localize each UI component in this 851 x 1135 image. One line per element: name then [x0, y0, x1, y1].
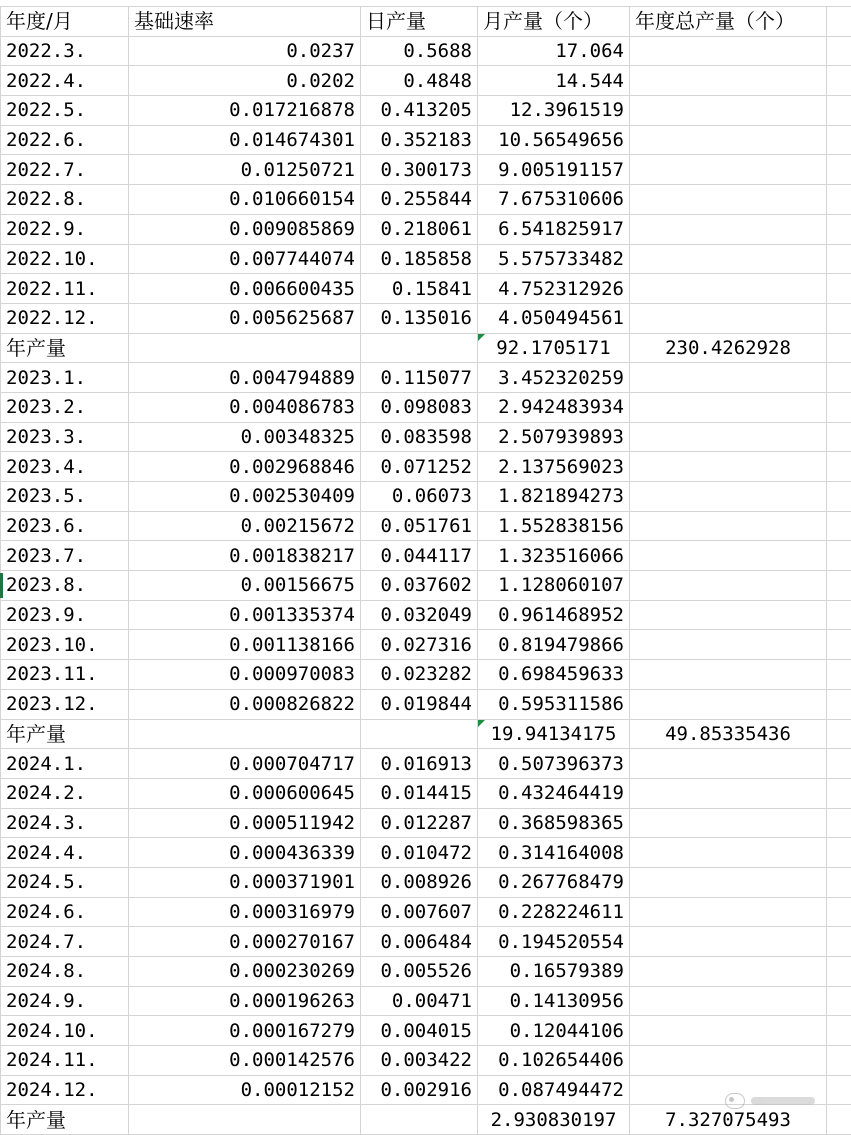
empty-cell[interactable] [630, 36, 827, 66]
empty-cell[interactable] [827, 36, 851, 66]
cell-year-total[interactable]: 49.85335436 [630, 719, 827, 749]
cell-monthly-output[interactable]: 0.595311586 [478, 689, 630, 719]
empty-cell[interactable] [630, 600, 827, 630]
cell-base-rate[interactable]: 0.002968846 [129, 452, 361, 482]
empty-cell[interactable] [630, 749, 827, 779]
cell-monthly-output[interactable]: 0.314164008 [478, 838, 630, 868]
empty-cell[interactable] [129, 719, 361, 749]
cell-daily-output[interactable]: 0.008926 [361, 867, 478, 897]
month-row [1, 808, 851, 838]
cell-base-rate[interactable]: 0.01250721 [129, 155, 361, 185]
empty-cell[interactable] [630, 986, 827, 1016]
cell-year-month[interactable]: 2023.9. [1, 600, 129, 630]
cell-monthly-output[interactable]: 9.005191157 [478, 155, 630, 185]
cell-year-month[interactable]: 2024.12. [1, 1075, 129, 1105]
month-row [1, 600, 851, 630]
empty-cell[interactable] [827, 808, 851, 838]
cell-base-rate[interactable]: 0.002530409 [129, 482, 361, 512]
cell-year-month[interactable]: 2023.12. [1, 689, 129, 719]
cell-daily-output[interactable]: 0.5688 [361, 36, 478, 66]
empty-cell[interactable] [630, 689, 827, 719]
empty-cell[interactable] [630, 155, 827, 185]
data-grid [0, 6, 851, 1135]
cell-year-total[interactable]: 7.327075493 [630, 1105, 827, 1135]
month-row [1, 867, 851, 897]
cell-year-month[interactable]: 2023.6. [1, 511, 129, 541]
cell-monthly-output[interactable]: 10.56549656 [478, 125, 630, 155]
cell-monthly-output[interactable]: 2.507939893 [478, 422, 630, 452]
cell-monthly-output[interactable]: 7.675310606 [478, 185, 630, 215]
empty-cell[interactable] [361, 333, 478, 363]
cell-monthly-output[interactable]: 2.942483934 [478, 392, 630, 422]
header-base-rate[interactable]: 基础速率 [129, 7, 361, 37]
empty-cell[interactable] [630, 214, 827, 244]
empty-cell[interactable] [129, 333, 361, 363]
cell-monthly-output[interactable]: 0.368598365 [478, 808, 630, 838]
cell-monthly-output[interactable]: 0.961468952 [478, 600, 630, 630]
cell-daily-output[interactable]: 0.023282 [361, 660, 478, 690]
cell-monthly-output[interactable]: 0.102654406 [478, 1046, 630, 1076]
empty-cell[interactable] [630, 303, 827, 333]
empty-cell[interactable] [630, 838, 827, 868]
month-row [1, 482, 851, 512]
month-row [1, 214, 851, 244]
empty-cell[interactable] [827, 927, 851, 957]
cell-base-rate[interactable]: 0.00215672 [129, 511, 361, 541]
month-row [1, 1046, 851, 1076]
cell-daily-output[interactable]: 0.00471 [361, 986, 478, 1016]
month-row [1, 392, 851, 422]
cell-year-monthly-sum[interactable]: 19.94134175 [478, 719, 630, 749]
cell-daily-output[interactable]: 0.185858 [361, 244, 478, 274]
empty-cell[interactable] [827, 838, 851, 868]
cell-daily-output[interactable]: 0.083598 [361, 422, 478, 452]
cell-year-month[interactable]: 2022.5. [1, 96, 129, 126]
month-row [1, 749, 851, 779]
cell-base-rate[interactable]: 0.000270167 [129, 927, 361, 957]
month-row [1, 1075, 851, 1105]
cell-year-month[interactable]: 2024.5. [1, 867, 129, 897]
cell-base-rate[interactable]: 0.017216878 [129, 96, 361, 126]
empty-cell[interactable] [827, 897, 851, 927]
empty-cell[interactable] [827, 541, 851, 571]
cell-year-month[interactable]: 2023.2. [1, 392, 129, 422]
year-total-row [1, 719, 851, 749]
cell-year-month[interactable]: 2023.4. [1, 452, 129, 482]
empty-cell[interactable] [827, 689, 851, 719]
cell-year-month[interactable]: 2024.7. [1, 927, 129, 957]
cell-monthly-output[interactable]: 1.323516066 [478, 541, 630, 571]
cell-monthly-output[interactable]: 0.087494472 [478, 1075, 630, 1105]
empty-cell[interactable] [827, 452, 851, 482]
empty-cell[interactable] [827, 867, 851, 897]
cell-year-month[interactable]: 2022.6. [1, 125, 129, 155]
empty-cell[interactable] [827, 1105, 851, 1135]
empty-cell[interactable] [630, 452, 827, 482]
empty-cell[interactable] [827, 1075, 851, 1105]
month-row [1, 36, 851, 66]
empty-cell[interactable] [827, 660, 851, 690]
cell-year-month[interactable]: 2024.9. [1, 986, 129, 1016]
month-row [1, 689, 851, 719]
cell-daily-output[interactable]: 0.051761 [361, 511, 478, 541]
cell-daily-output[interactable]: 0.255844 [361, 185, 478, 215]
empty-cell[interactable] [827, 363, 851, 393]
grid-body [1, 7, 851, 1135]
cell-daily-output[interactable]: 0.4848 [361, 66, 478, 96]
cell-base-rate[interactable]: 0.0202 [129, 66, 361, 96]
empty-cell[interactable] [827, 244, 851, 274]
cell-daily-output[interactable]: 0.037602 [361, 571, 478, 601]
empty-cell[interactable] [630, 808, 827, 838]
empty-cell[interactable] [827, 155, 851, 185]
cell-daily-output[interactable]: 0.032049 [361, 600, 478, 630]
empty-cell[interactable] [827, 600, 851, 630]
cell-base-rate[interactable]: 0.000316979 [129, 897, 361, 927]
cell-base-rate[interactable]: 0.000230269 [129, 957, 361, 987]
cell-daily-output[interactable]: 0.004015 [361, 1016, 478, 1046]
cell-monthly-output[interactable]: 0.698459633 [478, 660, 630, 690]
cell-year-month[interactable]: 2022.8. [1, 185, 129, 215]
header-year-month[interactable]: 年度/月 [1, 7, 129, 37]
cell-monthly-output[interactable]: 0.14130956 [478, 986, 630, 1016]
year-total-row [1, 1105, 851, 1135]
empty-cell[interactable] [827, 957, 851, 987]
cell-daily-output[interactable]: 0.352183 [361, 125, 478, 155]
cell-daily-output[interactable]: 0.016913 [361, 749, 478, 779]
cell-year-month[interactable]: 2024.8. [1, 957, 129, 987]
empty-cell[interactable] [827, 214, 851, 244]
empty-cell[interactable] [361, 719, 478, 749]
empty-cell[interactable] [827, 778, 851, 808]
cell-monthly-output[interactable]: 0.267768479 [478, 867, 630, 897]
cell-monthly-output[interactable]: 0.819479866 [478, 630, 630, 660]
empty-cell[interactable] [630, 392, 827, 422]
cell-base-rate[interactable]: 0.000970083 [129, 660, 361, 690]
empty-cell[interactable] [630, 274, 827, 304]
empty-cell[interactable] [630, 66, 827, 96]
empty-cell[interactable] [827, 125, 851, 155]
cell-year-total[interactable]: 230.4262928 [630, 333, 827, 363]
month-row [1, 125, 851, 155]
cell-year-label[interactable]: 年产量 [1, 719, 129, 749]
cell-daily-output[interactable]: 0.010472 [361, 838, 478, 868]
cell-base-rate[interactable]: 0.000826822 [129, 689, 361, 719]
cell-monthly-output[interactable]: 14.544 [478, 66, 630, 96]
cell-base-rate[interactable]: 0.00012152 [129, 1075, 361, 1105]
cell-base-rate[interactable]: 0.000600645 [129, 778, 361, 808]
cell-year-month[interactable]: 2023.8. [1, 571, 129, 601]
cell-daily-output[interactable]: 0.071252 [361, 452, 478, 482]
cell-base-rate[interactable]: 0.006600435 [129, 274, 361, 304]
cell-base-rate[interactable]: 0.000436339 [129, 838, 361, 868]
cell-monthly-output[interactable]: 4.752312926 [478, 274, 630, 304]
cell-base-rate[interactable]: 0.001335374 [129, 600, 361, 630]
empty-cell[interactable] [827, 1016, 851, 1046]
cell-year-month[interactable]: 2023.5. [1, 482, 129, 512]
cell-monthly-output[interactable]: 6.541825917 [478, 214, 630, 244]
empty-cell[interactable] [827, 749, 851, 779]
cell-daily-output[interactable]: 0.012287 [361, 808, 478, 838]
month-row [1, 66, 851, 96]
month-row [1, 1016, 851, 1046]
empty-cell[interactable] [827, 1046, 851, 1076]
empty-cell[interactable] [827, 392, 851, 422]
cell-monthly-output[interactable]: 1.552838156 [478, 511, 630, 541]
cell-base-rate[interactable]: 0.004086783 [129, 392, 361, 422]
cell-monthly-output[interactable]: 0.228224611 [478, 897, 630, 927]
cell-daily-output[interactable]: 0.300173 [361, 155, 478, 185]
cell-base-rate[interactable]: 0.000196263 [129, 986, 361, 1016]
empty-cell[interactable] [827, 422, 851, 452]
cell-base-rate[interactable]: 0.007744074 [129, 244, 361, 274]
cell-daily-output[interactable]: 0.027316 [361, 630, 478, 660]
cell-daily-output[interactable]: 0.098083 [361, 392, 478, 422]
cell-base-rate[interactable]: 0.009085869 [129, 214, 361, 244]
cell-daily-output[interactable]: 0.06073 [361, 482, 478, 512]
cell-daily-output[interactable]: 0.019844 [361, 689, 478, 719]
cell-year-month[interactable]: 2024.2. [1, 778, 129, 808]
empty-cell[interactable] [827, 96, 851, 126]
cell-daily-output[interactable]: 0.044117 [361, 541, 478, 571]
cell-monthly-output[interactable]: 1.821894273 [478, 482, 630, 512]
cell-daily-output[interactable]: 0.002916 [361, 1075, 478, 1105]
cell-daily-output[interactable]: 0.413205 [361, 96, 478, 126]
empty-cell[interactable] [630, 778, 827, 808]
month-row [1, 185, 851, 215]
header-annual-total[interactable]: 年度总产量（个） [630, 7, 827, 37]
month-row [1, 897, 851, 927]
cell-monthly-output[interactable]: 0.16579389 [478, 957, 630, 987]
cell-base-rate[interactable]: 0.004794889 [129, 363, 361, 393]
cell-daily-output[interactable]: 0.006484 [361, 927, 478, 957]
cell-base-rate[interactable]: 0.001138166 [129, 630, 361, 660]
cell-base-rate[interactable]: 0.014674301 [129, 125, 361, 155]
cell-year-month[interactable]: 2023.11. [1, 660, 129, 690]
cell-year-month[interactable]: 2022.7. [1, 155, 129, 185]
empty-cell[interactable] [630, 867, 827, 897]
cell-monthly-output[interactable]: 2.137569023 [478, 452, 630, 482]
cell-year-month[interactable]: 2023.1. [1, 363, 129, 393]
empty-cell[interactable] [827, 719, 851, 749]
month-row [1, 244, 851, 274]
cell-year-month[interactable]: 2023.3. [1, 422, 129, 452]
cell-year-month[interactable]: 2022.3. [1, 36, 129, 66]
cell-base-rate[interactable]: 0.00156675 [129, 571, 361, 601]
empty-cell[interactable] [630, 363, 827, 393]
empty-cell[interactable] [630, 96, 827, 126]
empty-cell[interactable] [827, 986, 851, 1016]
header-monthly-output[interactable]: 月产量（个） [478, 7, 630, 37]
empty-cell[interactable] [630, 897, 827, 927]
month-row [1, 452, 851, 482]
cell-monthly-output[interactable]: 5.575733482 [478, 244, 630, 274]
cell-monthly-output[interactable]: 3.452320259 [478, 363, 630, 393]
cell-daily-output[interactable]: 0.218061 [361, 214, 478, 244]
empty-cell[interactable] [630, 482, 827, 512]
empty-cell[interactable] [630, 1016, 827, 1046]
empty-cell[interactable] [630, 511, 827, 541]
month-row [1, 630, 851, 660]
cell-base-rate[interactable]: 0.0237 [129, 36, 361, 66]
cell-daily-output[interactable]: 0.003422 [361, 1046, 478, 1076]
month-row [1, 363, 851, 393]
empty-cell[interactable] [630, 244, 827, 274]
empty-cell[interactable] [630, 927, 827, 957]
cell-monthly-output[interactable]: 17.064 [478, 36, 630, 66]
active-row-marker [0, 573, 3, 599]
month-row [1, 986, 851, 1016]
cell-base-rate[interactable]: 0.000167279 [129, 1016, 361, 1046]
empty-cell[interactable] [630, 422, 827, 452]
cell-year-month[interactable]: 2022.11. [1, 274, 129, 304]
cell-year-month[interactable]: 2024.6. [1, 897, 129, 927]
cell-daily-output[interactable]: 0.115077 [361, 363, 478, 393]
empty-cell[interactable] [827, 185, 851, 215]
cell-year-month[interactable]: 2024.10. [1, 1016, 129, 1046]
cell-year-month[interactable]: 2022.4. [1, 66, 129, 96]
empty-cell[interactable] [827, 571, 851, 601]
cell-base-rate[interactable]: 0.005625687 [129, 303, 361, 333]
cell-year-month[interactable]: 2024.11. [1, 1046, 129, 1076]
cell-monthly-output[interactable]: 0.507396373 [478, 749, 630, 779]
month-row [1, 571, 851, 601]
empty-cell[interactable] [827, 482, 851, 512]
cell-base-rate[interactable]: 0.00348325 [129, 422, 361, 452]
cell-daily-output[interactable]: 0.005526 [361, 957, 478, 987]
month-row [1, 541, 851, 571]
empty-cell[interactable] [630, 957, 827, 987]
cell-base-rate[interactable]: 0.000704717 [129, 749, 361, 779]
empty-cell[interactable] [827, 630, 851, 660]
month-row [1, 660, 851, 690]
cell-daily-output[interactable]: 0.15841 [361, 274, 478, 304]
year-total-row [1, 333, 851, 363]
month-row [1, 155, 851, 185]
cell-monthly-output[interactable]: 12.3961519 [478, 96, 630, 126]
cell-base-rate[interactable]: 0.000142576 [129, 1046, 361, 1076]
cell-base-rate[interactable]: 0.000371901 [129, 867, 361, 897]
empty-cell[interactable] [630, 125, 827, 155]
cell-year-month[interactable]: 2023.7. [1, 541, 129, 571]
month-row [1, 274, 851, 304]
empty-cell[interactable] [630, 630, 827, 660]
empty-cell[interactable] [827, 333, 851, 363]
cell-year-label[interactable]: 年产量 [1, 1105, 129, 1135]
cell-year-monthly-sum[interactable]: 2.930830197 [478, 1105, 630, 1135]
empty-cell[interactable] [827, 66, 851, 96]
month-row [1, 511, 851, 541]
cell-year-month[interactable]: 2022.9. [1, 214, 129, 244]
cell-base-rate[interactable]: 0.010660154 [129, 185, 361, 215]
empty-cell[interactable] [630, 571, 827, 601]
cell-daily-output[interactable]: 0.135016 [361, 303, 478, 333]
month-row [1, 838, 851, 868]
cell-year-month[interactable]: 2022.10. [1, 244, 129, 274]
cell-monthly-output[interactable]: 0.12044106 [478, 1016, 630, 1046]
header-row [1, 7, 851, 37]
empty-cell[interactable] [827, 511, 851, 541]
cell-daily-output[interactable]: 0.014415 [361, 778, 478, 808]
month-row [1, 778, 851, 808]
cell-year-month[interactable]: 2024.1. [1, 749, 129, 779]
month-row [1, 303, 851, 333]
cell-year-month[interactable]: 2024.4. [1, 838, 129, 868]
cell-monthly-output[interactable]: 4.050494561 [478, 303, 630, 333]
cell-monthly-output[interactable]: 1.128060107 [478, 571, 630, 601]
month-row [1, 422, 851, 452]
month-row [1, 927, 851, 957]
cell-base-rate[interactable]: 0.001838217 [129, 541, 361, 571]
cell-year-month[interactable]: 2024.3. [1, 808, 129, 838]
empty-cell[interactable] [630, 185, 827, 215]
empty-cell[interactable] [630, 541, 827, 571]
cell-daily-output[interactable]: 0.007607 [361, 897, 478, 927]
month-row [1, 96, 851, 126]
cell-year-month[interactable]: 2023.10. [1, 630, 129, 660]
cell-base-rate[interactable]: 0.000511942 [129, 808, 361, 838]
empty-cell[interactable] [630, 660, 827, 690]
empty-cell[interactable] [827, 303, 851, 333]
empty-cell[interactable] [361, 1105, 478, 1135]
empty-cell[interactable] [827, 274, 851, 304]
empty-cell[interactable] [630, 1075, 827, 1105]
empty-cell[interactable] [827, 7, 851, 37]
month-row [1, 957, 851, 987]
cell-year-monthly-sum[interactable]: 92.1705171 [478, 333, 630, 363]
empty-cell[interactable] [630, 1046, 827, 1076]
cell-year-month[interactable]: 2022.12. [1, 303, 129, 333]
cell-monthly-output[interactable]: 0.194520554 [478, 927, 630, 957]
empty-cell[interactable] [129, 1105, 361, 1135]
cell-monthly-output[interactable]: 0.432464419 [478, 778, 630, 808]
header-daily-output[interactable]: 日产量 [361, 7, 478, 37]
cell-year-label[interactable]: 年产量 [1, 333, 129, 363]
